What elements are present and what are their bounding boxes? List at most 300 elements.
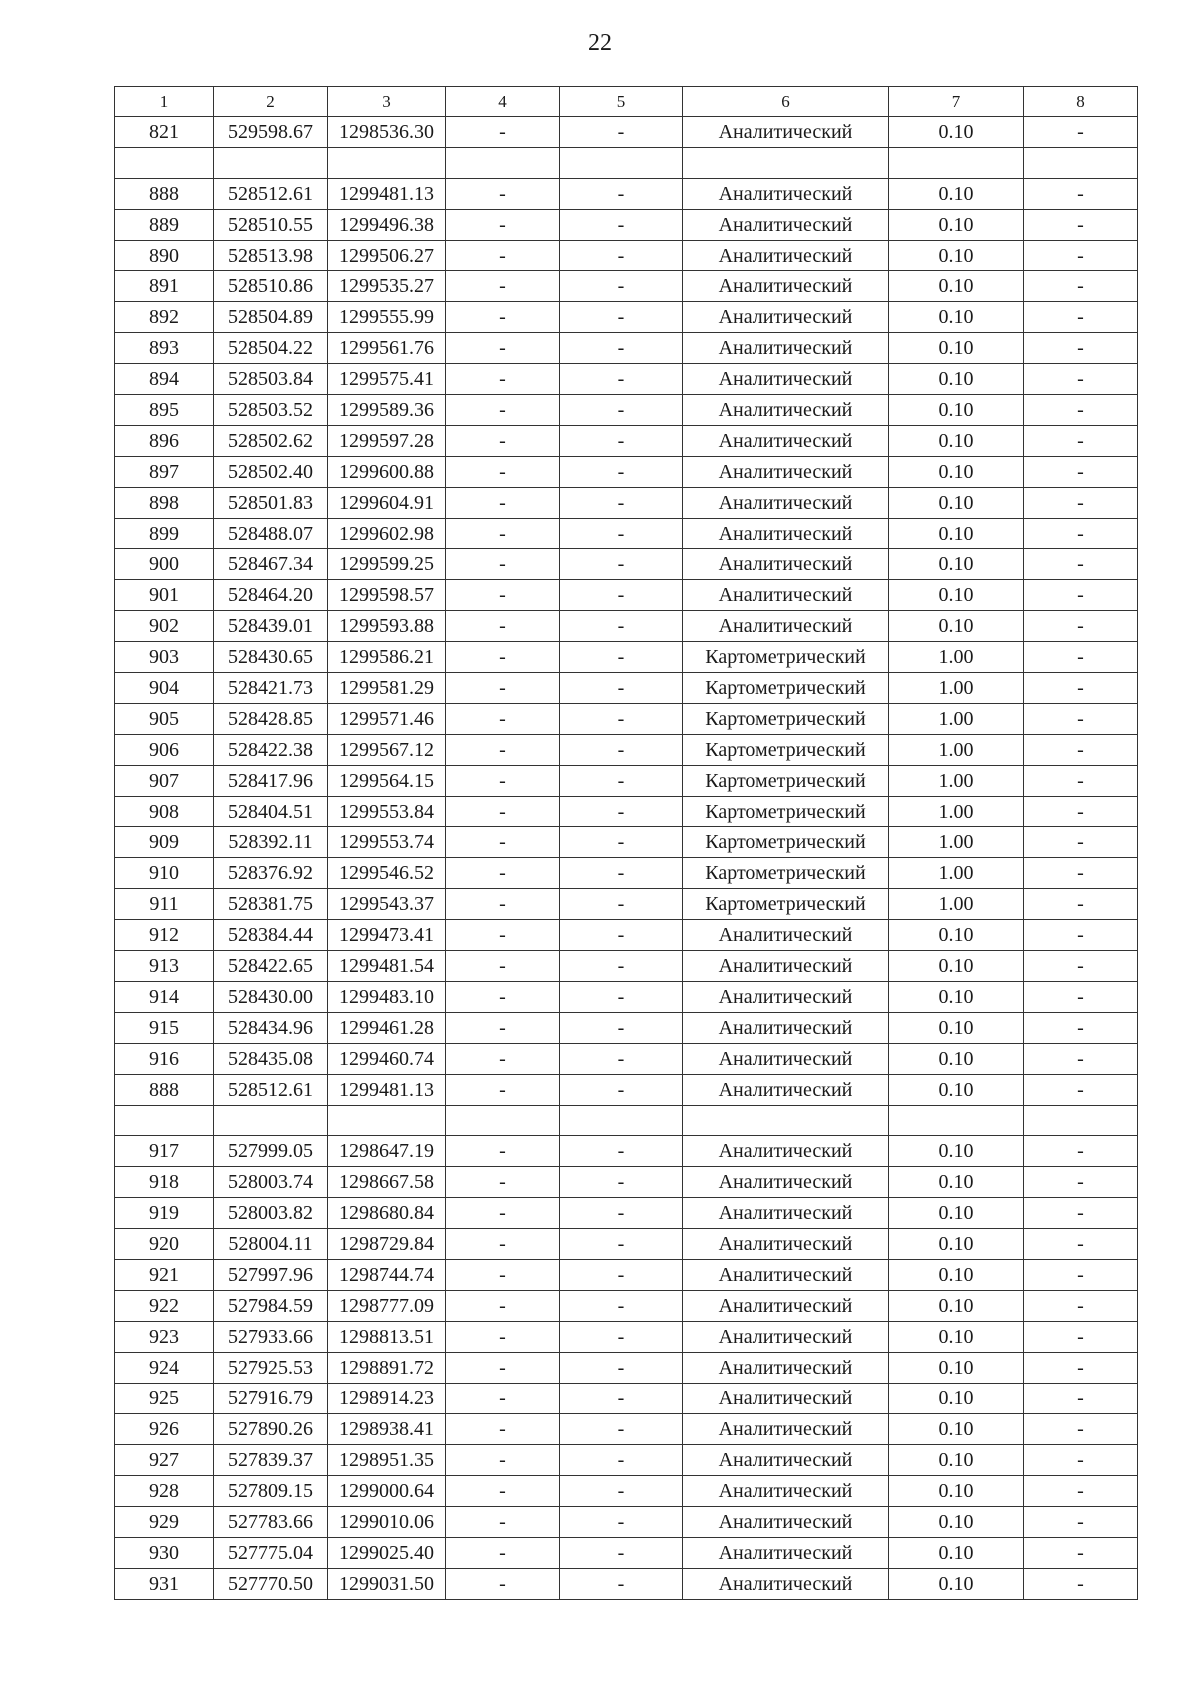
x-coordinate-cell: 527999.05: [214, 1136, 328, 1167]
column-4-cell: -: [446, 395, 560, 426]
column-8-cell: -: [1024, 1568, 1138, 1599]
column-4-cell: -: [446, 1383, 560, 1414]
column-4-cell: -: [446, 333, 560, 364]
column-8-cell: -: [1024, 580, 1138, 611]
column-8-cell: -: [1024, 734, 1138, 765]
separator-row: [115, 147, 1138, 178]
x-coordinate-cell: 528504.89: [214, 302, 328, 333]
x-coordinate-cell: 528512.61: [214, 178, 328, 209]
table-row: [115, 1074, 1138, 1105]
method-cell: Аналитический: [683, 920, 889, 951]
point-number-cell: 890: [115, 240, 214, 271]
column-8-cell: -: [1024, 549, 1138, 580]
table-row: [115, 209, 1138, 240]
column-4-cell: -: [446, 1290, 560, 1321]
column-8-cell: -: [1024, 1136, 1138, 1167]
y-coordinate-cell: 1299553.74: [328, 827, 446, 858]
column-8-cell: -: [1024, 703, 1138, 734]
column-5-cell: [560, 1105, 683, 1136]
table-row: [115, 673, 1138, 704]
x-coordinate-cell: 528501.83: [214, 487, 328, 518]
table-row: [115, 425, 1138, 456]
column-5-cell: -: [560, 456, 683, 487]
point-number-cell: 907: [115, 765, 214, 796]
column-header-4: 4: [446, 87, 560, 117]
accuracy-cell: 0.10: [889, 1290, 1024, 1321]
x-coordinate-cell: 528428.85: [214, 703, 328, 734]
table-row: [115, 642, 1138, 673]
point-number-cell: 921: [115, 1259, 214, 1290]
column-4-cell: -: [446, 487, 560, 518]
y-coordinate-cell: 1299593.88: [328, 611, 446, 642]
table-row: [115, 1352, 1138, 1383]
column-5-cell: -: [560, 920, 683, 951]
y-coordinate-cell: 1298813.51: [328, 1321, 446, 1352]
point-number-cell: 821: [115, 117, 214, 148]
x-coordinate-cell: 528004.11: [214, 1229, 328, 1260]
column-8-cell: -: [1024, 1198, 1138, 1229]
x-coordinate-cell: 528503.84: [214, 364, 328, 395]
method-cell: Картометрический: [683, 796, 889, 827]
column-4-cell: -: [446, 920, 560, 951]
accuracy-cell: 0.10: [889, 1383, 1024, 1414]
column-4-cell: -: [446, 1259, 560, 1290]
column-8-cell: -: [1024, 1507, 1138, 1538]
table-row: [115, 1476, 1138, 1507]
accuracy-cell: 0.10: [889, 487, 1024, 518]
point-number-cell: 923: [115, 1321, 214, 1352]
accuracy-cell: 0.10: [889, 1414, 1024, 1445]
accuracy-cell: 0.10: [889, 364, 1024, 395]
method-cell: Картометрический: [683, 642, 889, 673]
column-8-cell: -: [1024, 642, 1138, 673]
column-5-cell: -: [560, 178, 683, 209]
column-8-cell: -: [1024, 765, 1138, 796]
table-header: [115, 87, 1138, 117]
method-cell: Аналитический: [683, 1352, 889, 1383]
column-4-cell: -: [446, 1352, 560, 1383]
accuracy-cell: 0.10: [889, 920, 1024, 951]
y-coordinate-cell: 1299604.91: [328, 487, 446, 518]
column-5-cell: -: [560, 889, 683, 920]
point-number-cell: 919: [115, 1198, 214, 1229]
method-cell: Аналитический: [683, 1507, 889, 1538]
column-5-cell: -: [560, 1290, 683, 1321]
method-cell: Картометрический: [683, 734, 889, 765]
column-4-cell: -: [446, 611, 560, 642]
column-4-cell: -: [446, 117, 560, 148]
column-4-cell: -: [446, 1136, 560, 1167]
x-coordinate-cell: 527809.15: [214, 1476, 328, 1507]
x-coordinate-cell: 527890.26: [214, 1414, 328, 1445]
x-coordinate-cell: 527783.66: [214, 1507, 328, 1538]
point-number-cell: 888: [115, 178, 214, 209]
accuracy-cell: 0.10: [889, 611, 1024, 642]
column-5-cell: -: [560, 1136, 683, 1167]
point-number-cell: 917: [115, 1136, 214, 1167]
point-number-cell: 931: [115, 1568, 214, 1599]
y-coordinate-cell: 1299506.27: [328, 240, 446, 271]
y-coordinate-cell: 1299535.27: [328, 271, 446, 302]
x-coordinate-cell: 528512.61: [214, 1074, 328, 1105]
table-row: [115, 889, 1138, 920]
column-5-cell: -: [560, 240, 683, 271]
column-4-cell: -: [446, 1476, 560, 1507]
y-coordinate-cell: 1299031.50: [328, 1568, 446, 1599]
y-coordinate-cell: 1299461.28: [328, 1012, 446, 1043]
y-coordinate-cell: 1298680.84: [328, 1198, 446, 1229]
method-cell: Аналитический: [683, 549, 889, 580]
x-coordinate-cell: 528003.82: [214, 1198, 328, 1229]
point-number-cell: 889: [115, 209, 214, 240]
table-row: [115, 1383, 1138, 1414]
column-4-cell: -: [446, 364, 560, 395]
method-cell: Картометрический: [683, 858, 889, 889]
table-row: [115, 1259, 1138, 1290]
accuracy-cell: 1.00: [889, 703, 1024, 734]
x-coordinate-cell: 527775.04: [214, 1537, 328, 1568]
method-cell: Картометрический: [683, 889, 889, 920]
column-5-cell: -: [560, 117, 683, 148]
column-8-cell: -: [1024, 456, 1138, 487]
method-cell: Картометрический: [683, 673, 889, 704]
column-4-cell: -: [446, 889, 560, 920]
column-4-cell: -: [446, 240, 560, 271]
column-4-cell: -: [446, 673, 560, 704]
table-row: [115, 456, 1138, 487]
column-4-cell: [446, 147, 560, 178]
y-coordinate-cell: 1299025.40: [328, 1537, 446, 1568]
y-coordinate-cell: 1299586.21: [328, 642, 446, 673]
column-8-cell: -: [1024, 302, 1138, 333]
accuracy-cell: 0.10: [889, 456, 1024, 487]
accuracy-cell: 1.00: [889, 642, 1024, 673]
y-coordinate-cell: 1299483.10: [328, 981, 446, 1012]
method-cell: Аналитический: [683, 456, 889, 487]
y-coordinate-cell: 1299581.29: [328, 673, 446, 704]
point-number-cell: 900: [115, 549, 214, 580]
column-4-cell: -: [446, 1198, 560, 1229]
table-row: [115, 858, 1138, 889]
point-number-cell: 930: [115, 1537, 214, 1568]
accuracy-cell: 1.00: [889, 765, 1024, 796]
method-cell: Аналитический: [683, 425, 889, 456]
table-row: [115, 827, 1138, 858]
point-number-cell: 904: [115, 673, 214, 704]
table-row: [115, 364, 1138, 395]
method-cell: Аналитический: [683, 981, 889, 1012]
accuracy-cell: 0.10: [889, 1043, 1024, 1074]
column-5-cell: -: [560, 271, 683, 302]
method-cell: Аналитический: [683, 1290, 889, 1321]
column-4-cell: -: [446, 178, 560, 209]
column-5-cell: -: [560, 1043, 683, 1074]
column-4-cell: -: [446, 951, 560, 982]
y-coordinate-cell: 1299481.54: [328, 951, 446, 982]
method-cell: Аналитический: [683, 178, 889, 209]
x-coordinate-cell: 528381.75: [214, 889, 328, 920]
table-body: [115, 117, 1138, 1600]
column-5-cell: -: [560, 487, 683, 518]
accuracy-cell: 0.10: [889, 1537, 1024, 1568]
column-5-cell: -: [560, 1445, 683, 1476]
column-header-3: 3: [328, 87, 446, 117]
method-cell: Аналитический: [683, 333, 889, 364]
column-8-cell: -: [1024, 1414, 1138, 1445]
x-coordinate-cell: 528503.52: [214, 395, 328, 426]
column-header-7: 7: [889, 87, 1024, 117]
x-coordinate-cell: 528430.00: [214, 981, 328, 1012]
point-number-cell: 905: [115, 703, 214, 734]
x-coordinate-cell: 528417.96: [214, 765, 328, 796]
y-coordinate-cell: 1299589.36: [328, 395, 446, 426]
table-row: [115, 240, 1138, 271]
method-cell: Аналитический: [683, 364, 889, 395]
x-coordinate-cell: 528422.38: [214, 734, 328, 765]
y-coordinate-cell: 1299599.25: [328, 549, 446, 580]
method-cell: Аналитический: [683, 1136, 889, 1167]
method-cell: [683, 1105, 889, 1136]
column-5-cell: -: [560, 1012, 683, 1043]
accuracy-cell: 0.10: [889, 518, 1024, 549]
table-row: [115, 765, 1138, 796]
x-coordinate-cell: 528422.65: [214, 951, 328, 982]
column-4-cell: -: [446, 580, 560, 611]
accuracy-cell: 0.10: [889, 117, 1024, 148]
column-5-cell: -: [560, 703, 683, 734]
column-4-cell: -: [446, 1167, 560, 1198]
method-cell: Аналитический: [683, 1445, 889, 1476]
accuracy-cell: 0.10: [889, 549, 1024, 580]
method-cell: Аналитический: [683, 1198, 889, 1229]
method-cell: Аналитический: [683, 580, 889, 611]
column-5-cell: -: [560, 981, 683, 1012]
column-8-cell: [1024, 147, 1138, 178]
y-coordinate-cell: 1299496.38: [328, 209, 446, 240]
point-number-cell: 906: [115, 734, 214, 765]
separator-row: [115, 1105, 1138, 1136]
y-coordinate-cell: 1299564.15: [328, 765, 446, 796]
column-5-cell: -: [560, 1568, 683, 1599]
accuracy-cell: 0.10: [889, 580, 1024, 611]
y-coordinate-cell: 1298914.23: [328, 1383, 446, 1414]
column-8-cell: -: [1024, 827, 1138, 858]
point-number-cell: 908: [115, 796, 214, 827]
column-5-cell: -: [560, 1507, 683, 1538]
accuracy-cell: 0.10: [889, 209, 1024, 240]
method-cell: Аналитический: [683, 1012, 889, 1043]
table-row: [115, 981, 1138, 1012]
x-coordinate-cell: 527839.37: [214, 1445, 328, 1476]
y-coordinate-cell: 1299597.28: [328, 425, 446, 456]
column-5-cell: -: [560, 1074, 683, 1105]
column-8-cell: -: [1024, 518, 1138, 549]
y-coordinate-cell: 1299561.76: [328, 333, 446, 364]
y-coordinate-cell: 1298744.74: [328, 1259, 446, 1290]
column-8-cell: -: [1024, 1352, 1138, 1383]
x-coordinate-cell: 528513.98: [214, 240, 328, 271]
column-4-cell: -: [446, 549, 560, 580]
method-cell: Картометрический: [683, 765, 889, 796]
point-number-cell: 913: [115, 951, 214, 982]
accuracy-cell: 1.00: [889, 673, 1024, 704]
y-coordinate-cell: 1299543.37: [328, 889, 446, 920]
x-coordinate-cell: 529598.67: [214, 117, 328, 148]
accuracy-cell: 0.10: [889, 951, 1024, 982]
table-row: [115, 395, 1138, 426]
method-cell: Аналитический: [683, 302, 889, 333]
method-cell: Аналитический: [683, 1568, 889, 1599]
column-4-cell: -: [446, 642, 560, 673]
x-coordinate-cell: 528488.07: [214, 518, 328, 549]
column-4-cell: [446, 1105, 560, 1136]
point-number-cell: 902: [115, 611, 214, 642]
y-coordinate-cell: [328, 147, 446, 178]
table-row: [115, 580, 1138, 611]
point-number-cell: 901: [115, 580, 214, 611]
table-row: [115, 1537, 1138, 1568]
accuracy-cell: 0.10: [889, 1136, 1024, 1167]
method-cell: Аналитический: [683, 395, 889, 426]
column-4-cell: -: [446, 1012, 560, 1043]
method-cell: Аналитический: [683, 209, 889, 240]
column-8-cell: -: [1024, 1229, 1138, 1260]
column-4-cell: -: [446, 703, 560, 734]
column-8-cell: -: [1024, 858, 1138, 889]
column-header-5: 5: [560, 87, 683, 117]
column-4-cell: -: [446, 209, 560, 240]
y-coordinate-cell: 1298729.84: [328, 1229, 446, 1260]
column-5-cell: -: [560, 1321, 683, 1352]
column-5-cell: -: [560, 1198, 683, 1229]
y-coordinate-cell: 1299000.64: [328, 1476, 446, 1507]
column-5-cell: -: [560, 580, 683, 611]
point-number-cell: 916: [115, 1043, 214, 1074]
table-row: [115, 1229, 1138, 1260]
accuracy-cell: 1.00: [889, 796, 1024, 827]
x-coordinate-cell: 528003.74: [214, 1167, 328, 1198]
method-cell: Аналитический: [683, 1383, 889, 1414]
y-coordinate-cell: 1299481.13: [328, 1074, 446, 1105]
point-number-cell: 911: [115, 889, 214, 920]
accuracy-cell: 0.10: [889, 1507, 1024, 1538]
column-5-cell: -: [560, 302, 683, 333]
table-row: [115, 271, 1138, 302]
column-4-cell: -: [446, 456, 560, 487]
accuracy-cell: 1.00: [889, 827, 1024, 858]
column-8-cell: -: [1024, 889, 1138, 920]
point-number-cell: 910: [115, 858, 214, 889]
table-row: [115, 1043, 1138, 1074]
method-cell: Аналитический: [683, 1414, 889, 1445]
column-5-cell: -: [560, 364, 683, 395]
column-5-cell: -: [560, 1476, 683, 1507]
accuracy-cell: [889, 147, 1024, 178]
point-number-cell: [115, 1105, 214, 1136]
x-coordinate-cell: 527933.66: [214, 1321, 328, 1352]
y-coordinate-cell: 1299546.52: [328, 858, 446, 889]
y-coordinate-cell: 1299598.57: [328, 580, 446, 611]
column-5-cell: -: [560, 549, 683, 580]
table-row: [115, 1321, 1138, 1352]
column-8-cell: -: [1024, 1383, 1138, 1414]
table-row: [115, 302, 1138, 333]
y-coordinate-cell: 1299010.06: [328, 1507, 446, 1538]
x-coordinate-cell: 528504.22: [214, 333, 328, 364]
column-8-cell: -: [1024, 920, 1138, 951]
column-5-cell: -: [560, 1383, 683, 1414]
column-5-cell: -: [560, 209, 683, 240]
x-coordinate-cell: 528439.01: [214, 611, 328, 642]
method-cell: Аналитический: [683, 518, 889, 549]
column-4-cell: -: [446, 1445, 560, 1476]
x-coordinate-cell: [214, 1105, 328, 1136]
accuracy-cell: 0.10: [889, 271, 1024, 302]
method-cell: Аналитический: [683, 1229, 889, 1260]
table-row: [115, 333, 1138, 364]
column-8-cell: -: [1024, 209, 1138, 240]
column-8-cell: -: [1024, 1290, 1138, 1321]
point-number-cell: 898: [115, 487, 214, 518]
x-coordinate-cell: 528502.62: [214, 425, 328, 456]
table-row: [115, 734, 1138, 765]
column-8-cell: -: [1024, 1445, 1138, 1476]
column-8-cell: -: [1024, 395, 1138, 426]
point-number-cell: 899: [115, 518, 214, 549]
column-5-cell: -: [560, 796, 683, 827]
table-row: [115, 1568, 1138, 1599]
accuracy-cell: 0.10: [889, 1321, 1024, 1352]
accuracy-cell: 0.10: [889, 333, 1024, 364]
x-coordinate-cell: 528434.96: [214, 1012, 328, 1043]
y-coordinate-cell: [328, 1105, 446, 1136]
column-5-cell: -: [560, 1414, 683, 1445]
column-8-cell: -: [1024, 1074, 1138, 1105]
method-cell: Аналитический: [683, 271, 889, 302]
y-coordinate-cell: 1299555.99: [328, 302, 446, 333]
column-header-6: 6: [683, 87, 889, 117]
accuracy-cell: [889, 1105, 1024, 1136]
column-8-cell: -: [1024, 1012, 1138, 1043]
x-coordinate-cell: [214, 147, 328, 178]
table-row: [115, 1167, 1138, 1198]
table-row: [115, 1414, 1138, 1445]
accuracy-cell: 0.10: [889, 1229, 1024, 1260]
column-5-cell: -: [560, 395, 683, 426]
column-8-cell: -: [1024, 271, 1138, 302]
point-number-cell: 893: [115, 333, 214, 364]
column-4-cell: -: [446, 1074, 560, 1105]
point-number-cell: 909: [115, 827, 214, 858]
x-coordinate-cell: 528421.73: [214, 673, 328, 704]
method-cell: Картометрический: [683, 703, 889, 734]
column-8-cell: -: [1024, 1043, 1138, 1074]
column-8-cell: -: [1024, 611, 1138, 642]
point-number-cell: 897: [115, 456, 214, 487]
table-row: [115, 178, 1138, 209]
y-coordinate-cell: 1299553.84: [328, 796, 446, 827]
y-coordinate-cell: 1298777.09: [328, 1290, 446, 1321]
point-number-cell: 895: [115, 395, 214, 426]
point-number-cell: 915: [115, 1012, 214, 1043]
column-8-cell: -: [1024, 178, 1138, 209]
x-coordinate-cell: 528404.51: [214, 796, 328, 827]
point-number-cell: 920: [115, 1229, 214, 1260]
column-5-cell: -: [560, 1167, 683, 1198]
table-row: [115, 703, 1138, 734]
column-5-cell: -: [560, 827, 683, 858]
column-4-cell: -: [446, 271, 560, 302]
